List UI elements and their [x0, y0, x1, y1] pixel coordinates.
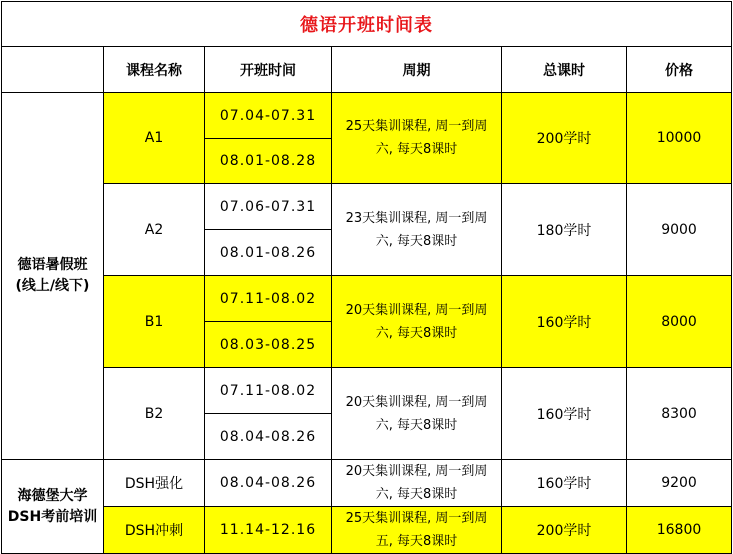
course-hours-dsh-sprint: 200学时 — [502, 507, 627, 554]
category-dsh — [2, 460, 104, 554]
header-period: 周期 — [332, 47, 502, 93]
course-name-dsh-sprint: DSH冲刺 — [104, 507, 205, 554]
course-name-b2: B2 — [104, 368, 205, 460]
course-hours-dsh-intensive: 160学时 — [502, 460, 627, 507]
course-date-dsh-intensive: 08.04-08.26 — [205, 460, 332, 507]
title-row — [2, 2, 732, 47]
course-date-a2-2: 08.01-08.26 — [205, 230, 332, 276]
course-name-b1: B1 — [104, 276, 205, 368]
course-date-b2-1: 07.11-08.02 — [205, 368, 332, 414]
header-course: 课程名称 — [104, 47, 205, 93]
course-name-a1: A1 — [104, 93, 205, 184]
table-row — [2, 368, 732, 414]
course-date-b1-1: 07.11-08.02 — [205, 276, 332, 322]
course-date-a1-2: 08.01-08.28 — [205, 139, 332, 184]
table-row — [2, 276, 732, 322]
course-hours-b2: 160学时 — [502, 368, 627, 460]
table-row — [2, 93, 732, 139]
course-date-dsh-sprint: 11.14-12.16 — [205, 507, 332, 554]
course-period-b1: 20天集训课程, 周一到周六, 每天8课时 — [332, 276, 502, 368]
course-hours-a2: 180学时 — [502, 184, 627, 276]
course-hours-a1: 200学时 — [502, 93, 627, 184]
course-period-b2: 20天集训课程, 周一到周六, 每天8课时 — [332, 368, 502, 460]
table-row — [2, 507, 732, 554]
course-price-b1: 8000 — [627, 276, 732, 368]
header-start: 开班时间 — [205, 47, 332, 93]
course-date-b1-2: 08.03-08.25 — [205, 322, 332, 368]
header-category-blank — [2, 47, 104, 93]
course-price-a2: 9000 — [627, 184, 732, 276]
category-summer-line2: (线上/线下) — [15, 278, 90, 294]
header-hours: 总课时 — [502, 47, 627, 93]
course-period-a2: 23天集训课程, 周一到周六, 每天8课时 — [332, 184, 502, 276]
course-name-a2: A2 — [104, 184, 205, 276]
course-period-dsh-intensive: 20天集训课程, 周一到周六, 每天8课时 — [332, 460, 502, 507]
course-hours-b1: 160学时 — [502, 276, 627, 368]
category-summer — [2, 93, 104, 460]
course-period-a1: 25天集训课程, 周一到周六, 每天8课时 — [332, 93, 502, 184]
course-date-a2-1: 07.06-07.31 — [205, 184, 332, 230]
course-price-b2: 8300 — [627, 368, 732, 460]
course-date-a1-1: 07.04-07.31 — [205, 93, 332, 139]
course-name-dsh-intensive: DSH强化 — [104, 460, 205, 507]
category-dsh-line2: DSH考前培训 — [7, 508, 98, 525]
course-price-dsh-sprint: 16800 — [627, 507, 732, 554]
category-summer-line1: 德语暑假班 — [17, 257, 88, 273]
header-row — [2, 47, 732, 93]
category-dsh-line1: 海德堡大学 — [17, 487, 88, 504]
table-row — [2, 460, 732, 507]
table-row — [2, 184, 732, 230]
schedule-table — [1, 1, 732, 554]
table-title: 德语开班时间表 — [2, 2, 732, 47]
course-price-dsh-intensive: 9200 — [627, 460, 732, 507]
course-price-a1: 10000 — [627, 93, 732, 184]
course-period-dsh-sprint: 25天集训课程, 周一到周五, 每天8课时 — [332, 507, 502, 554]
header-price: 价格 — [627, 47, 732, 93]
course-date-b2-2: 08.04-08.26 — [205, 414, 332, 460]
